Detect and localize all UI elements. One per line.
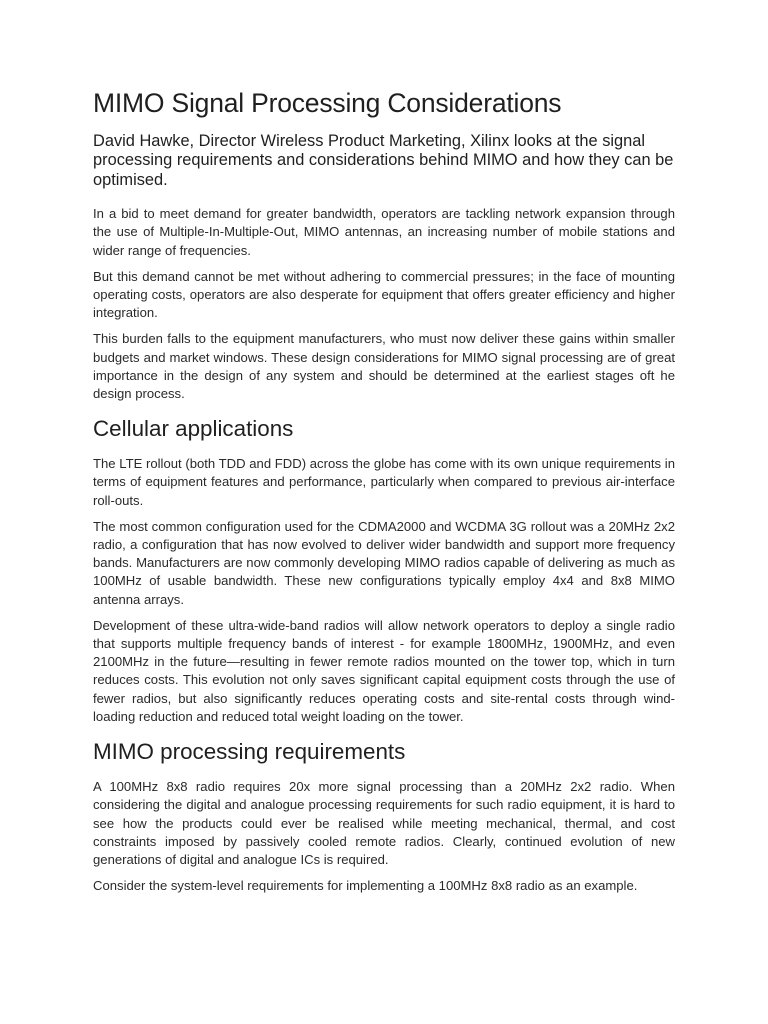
article-title: MIMO Signal Processing Considerations bbox=[93, 88, 562, 118]
intro-paragraph: This burden falls to the equipment manufacturers, who must now deliver these gains within smaller budgets and market windows. These design considerations for MIMO signal processing are of great importance in the design of any system and should be determined at the earliest stages oft he design process. bbox=[93, 331, 675, 402]
article-lede: David Hawke, Director Wireless Product Marketing, Xilinx looks at the signal processing requirements and considerations behind MIMO and how they can be optimised. bbox=[93, 132, 674, 189]
section-heading-cellular-applications: Cellular applications bbox=[93, 416, 294, 442]
section-paragraph: A 100MHz 8x8 radio requires 20x more signal processing than a 20MHz 2x2 radio. When considering the digital and analogue processing requirements for such radio equipment, it is hard to see how the products could ever be realised while meeting mechanical, thermal, and cost constraints imposed by passively cooled remote radios. Clearly, continued evolution of new generations of digital and analogue ICs is required. bbox=[93, 779, 675, 867]
section-paragraph: Development of these ultra-wide-band radios will allow network operators to deploy a single radio that supports multiple frequency bands of interest - for example 1800MHz, 1900MHz, and even 2100MHz in the future—resulting in fewer remote radios mounted on the tower top, which in turn reduces costs. This evolution not only saves significant capital equipment costs through the use of fewer radios, but also significantly reduces operating costs and site-rental costs through wind-loading reduction and reduced total weight loading on the tower. bbox=[93, 617, 675, 724]
section-heading-mimo-processing-requirements: MIMO processing requirements bbox=[93, 739, 406, 765]
section-paragraph: The most common configuration used for the CDMA2000 and WCDMA 3G rollout was a 20MHz 2x2 radio, a configuration that has now evolved to deliver wider bandwidth and support more frequency bands. Manufacturers are now commonly developing MIMO radios capable of delivering as much as 100MHz of usable bandwidth. These new configurations typically employ 4x4 and 8x8 MIMO antenna arrays. bbox=[93, 518, 675, 607]
section-paragraph: Consider the system-level requirements for implementing a 100MHz 8x8 radio as an example. bbox=[93, 878, 638, 894]
intro-paragraph: But this demand cannot be met without adhering to commercial pressures; in the face of mounting operating costs, operators are also desperate for equipment that offers greater efficiency and higher integration. bbox=[93, 268, 675, 321]
section-paragraph: The LTE rollout (both TDD and FDD) across the globe has come with its own unique requirements in terms of equipment features and performance, particularly when compared to previous air-interface roll-outs. bbox=[93, 456, 675, 508]
intro-paragraph: In a bid to meet demand for greater bandwidth, operators are tackling network expansion through the use of Multiple-In-Multiple-Out, MIMO antennas, an increasing number of mobile stations and wider range of frequencies. bbox=[93, 206, 675, 258]
